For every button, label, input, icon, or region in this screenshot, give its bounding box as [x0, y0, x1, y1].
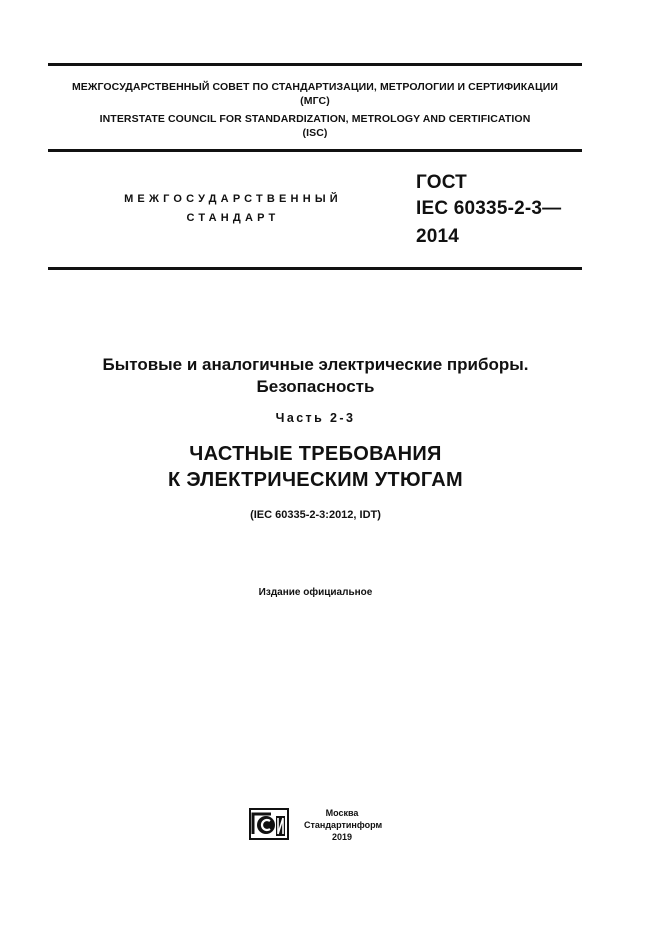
- publisher-city: Москва: [325, 808, 359, 818]
- council-name-ru: [48, 80, 582, 108]
- middle-divider: [48, 149, 582, 152]
- publisher-block: [304, 807, 383, 843]
- lower-divider: [48, 267, 582, 270]
- publisher-year: 2019: [331, 832, 353, 842]
- council-en-line-1: INTERSTATE COUNCIL FOR STANDARDIZATION, METROLOGY AND CERTIFICATION: [99, 113, 531, 125]
- standard-code-line-1: ГОСТ: [416, 172, 467, 193]
- standard-code-line-3: 2014: [416, 226, 460, 247]
- iec-reference: (IEC 60335-2-3:2012, IDT): [250, 509, 381, 521]
- subtitle-line-2: К ЭЛЕКТРИЧЕСКИМ УТЮГАМ: [168, 469, 463, 491]
- document-title-line-2: Безопасность: [256, 377, 375, 396]
- council-ru-line-2: (МГС): [300, 95, 330, 107]
- top-divider: [48, 63, 582, 66]
- council-en-line-2: (ISC): [302, 127, 328, 139]
- standard-type-line-2: СТАНДАРТ: [186, 212, 280, 224]
- standard-type-line-1: МЕЖГОСУДАРСТВЕННЫЙ: [124, 193, 342, 205]
- edition-label: Издание официальное: [258, 587, 373, 598]
- standard-code-line-2: IEC 60335-2-3—: [416, 198, 562, 219]
- part-number: Часть 2-3: [275, 411, 356, 425]
- publisher-name: Стандартинформ: [304, 820, 383, 830]
- subtitle-line-1: ЧАСТНЫЕ ТРЕБОВАНИЯ: [189, 443, 442, 465]
- document-title-line-1: Бытовые и аналогичные электрические приборы.: [102, 355, 529, 374]
- council-ru-line-1: МЕЖГОСУДАРСТВЕННЫЙ СОВЕТ ПО СТАНДАРТИЗАЦИИ, МЕТРОЛОГИИ И СЕРТИФИКАЦИИ: [71, 81, 559, 93]
- council-name-en: [48, 112, 582, 140]
- standartinform-logo-icon: [249, 808, 289, 840]
